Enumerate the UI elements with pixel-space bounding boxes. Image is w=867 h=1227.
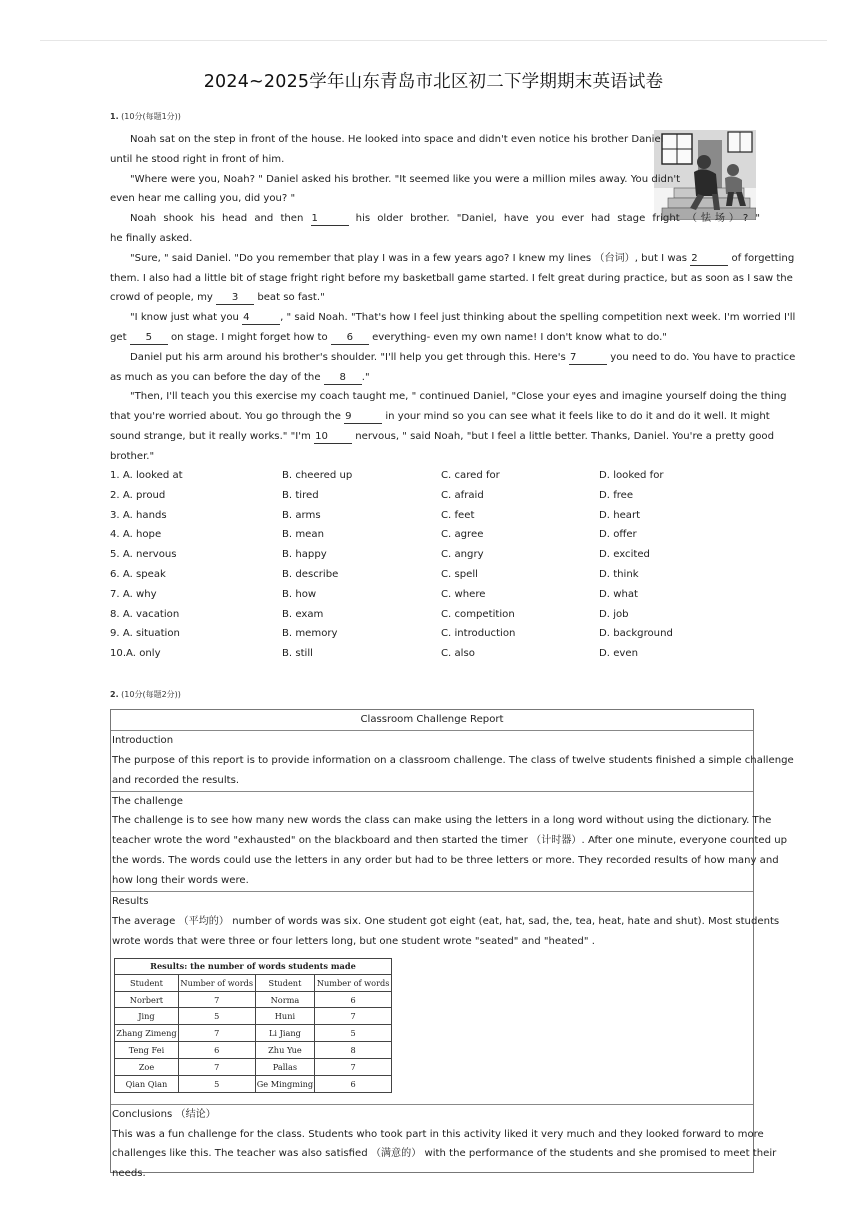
option-choice[interactable]: B. mean [282,529,324,541]
passage-line [110,209,760,229]
section-heading: Results [111,891,753,912]
table-cell: 7 [178,991,255,1008]
passage-line [110,447,760,467]
option-choice[interactable]: 3. A. hands [110,509,167,521]
option-row [110,624,760,644]
passage-text: his older brother. "Daniel, have you ever had stage fright （怯场）? " [348,213,760,225]
section-text: teacher wrote the word "exhausted" on the blackboard and then started the timer （计时器）. After one minute, everyone counted up [112,835,788,847]
passage-text: "Then, I'll teach you this exercise my coach taught me, " continued Daniel, "Close your eyes and imagine yourself doing the thing [130,391,787,403]
passage-text: he finally asked. [110,232,193,244]
option-choice[interactable]: D. offer [599,529,637,541]
passage-text: beat so fast." [254,292,325,304]
option-row [110,545,760,565]
option-choice[interactable]: C. spell [441,568,478,580]
option-choice[interactable]: D. heart [599,509,641,521]
option-choice[interactable]: 2. A. proud [110,489,166,501]
option-choice[interactable]: D. what [599,588,638,600]
table-cell: Jing [115,1008,179,1025]
option-row [110,585,760,605]
question-1-header [110,111,181,122]
blank-6: 6 [331,332,369,345]
section-text: and recorded the results. [112,774,240,786]
results-table [114,958,392,1093]
option-choice[interactable]: C. cared for [441,470,500,481]
option-row [110,525,760,545]
option-choice[interactable]: 4. A. hope [110,529,162,541]
option-choice[interactable]: D. even [599,648,638,660]
passage-line [110,427,774,447]
table-cell: 6 [178,1042,255,1059]
table-cell: Zhu Yue [255,1042,315,1059]
table-row [115,1042,392,1059]
table-cell: Huni [255,1008,315,1025]
table-cell: Qian Qian [115,1076,179,1093]
section-text: The average （平均的） number of words was six. One student got eight (eat, hat, sad, the, tea, heat, hate and shut). Most students [112,915,780,927]
table-cell: Norma [255,991,315,1008]
passage-text: even hear me calling you, did you? " [110,193,296,205]
table-cell: Zhang Zimeng [115,1025,179,1042]
table-row [115,1008,392,1025]
blank-7: 7 [569,352,607,365]
option-row [110,466,760,486]
passage-text: that you're worried about. You go through the [110,411,345,423]
passage-text: , " said Noah. "That's how I feel just thinking about the spelling competition next week. I'm worried I'll [280,312,796,324]
passage-text: ." [361,371,370,383]
blank-4: 4 [242,312,280,325]
option-choice[interactable]: 10.A. only [110,648,161,660]
passage-line [110,269,793,289]
report-title: Classroom Challenge Report [360,714,504,725]
passage-text: of forgetting [728,252,795,264]
option-row [110,644,760,664]
passage-text: brother." [110,450,155,462]
passage-text: "Sure, " said Daniel. "Do you remember that play I was in a few years ago? I knew my lines （台词）, but I was [130,252,691,264]
option-choice[interactable]: D. think [599,568,639,580]
option-choice[interactable]: B. arms [282,509,321,521]
passage-line [110,407,770,427]
section-text: the words. The words could use the letters in any order but had to be three letters or more. They recorded results of how many and [112,855,779,867]
option-choice[interactable]: B. how [282,588,317,600]
option-choice[interactable]: C. angry [441,549,484,561]
passage-text: until he stood right in front of him. [110,153,285,165]
passage-line [110,288,760,308]
option-choice[interactable]: 8. A. vacation [110,608,180,620]
table-header: Student [255,974,315,991]
option-choice[interactable]: D. background [599,628,673,640]
table-cell: 6 [315,991,392,1008]
passage-text: sound strange, but it really works." "I'm [110,430,315,442]
reading-passage [110,130,796,467]
option-choice[interactable]: D. excited [599,549,650,561]
table-cell: Teng Fei [115,1042,179,1059]
table-header-row [115,974,392,991]
section-text: how long their words were. [112,875,249,887]
option-choice[interactable]: B. memory [282,628,338,640]
option-row [110,565,760,585]
passage-line [110,189,645,209]
table-cell: Norbert [115,991,179,1008]
table-header: Number of words [315,974,392,991]
table-cell: 5 [178,1008,255,1025]
section-heading: Conclusions （结论） [111,1104,753,1125]
passage-text: them. I also had a little bit of stage fright right before my basketball game started. I felt great during practice, but as soon as I saw the [110,272,793,284]
table-cell: 6 [315,1076,392,1093]
passage-line [110,368,760,388]
section-heading: The challenge [111,791,753,812]
passage-text: as much as you can before the day of the [110,371,324,383]
option-choice[interactable]: C. competition [441,608,515,620]
table-row [115,991,392,1008]
section-text: This was a fun challenge for the class. Students who took part in this activity liked it very much and they looked forward to more [112,1128,764,1140]
section-heading: Introduction [111,730,753,751]
question-2-header [110,689,181,700]
passage-line [110,328,760,348]
passage-line [110,387,787,407]
table-header: Number of words [178,974,255,991]
question-2-score: (10分(每题2分)) [121,690,181,699]
passage-line [110,249,795,269]
option-choice[interactable]: 1. A. looked at [110,470,183,481]
passage-text: Noah shook his head and then [130,213,311,225]
exam-title: 2024~2025学年山东青岛市北区初二下学期期末英语试卷 [203,72,664,92]
option-choice[interactable]: 7. A. why [110,588,157,600]
option-row [110,605,760,625]
table-cell: 8 [315,1042,392,1059]
answer-options [110,466,760,664]
option-choice[interactable]: C. afraid [441,489,484,501]
section-text: needs. [112,1168,146,1180]
blank-3: 3 [216,292,254,305]
passage-line [110,308,796,328]
option-choice[interactable]: D. job [599,608,629,620]
passage-text: "Where were you, Noah? " Daniel asked his brother. "It seemed like you were a million miles away. You didn't [130,173,681,185]
table-row [115,1059,392,1076]
blank-5: 5 [130,332,168,345]
passage-line [110,150,645,170]
table-header: Student [115,974,179,991]
table-cell: 7 [315,1008,392,1025]
table-row [115,1025,392,1042]
passage-line [110,348,796,368]
results-table-title: Results: the number of words students made [114,958,392,974]
blank-8: 8 [324,372,362,385]
table-cell: 7 [178,1025,255,1042]
option-choice[interactable]: D. looked for [599,470,664,481]
table-cell: Zoe [115,1059,179,1076]
report-box [110,709,794,1180]
option-choice[interactable]: 5. A. nervous [110,549,177,561]
question-2-number: 2. [110,690,119,699]
option-choice[interactable]: B. still [282,648,313,660]
table-row [115,1076,392,1093]
passage-text: get [110,331,130,343]
option-choice[interactable]: D. free [599,489,634,501]
blank-2: 2 [690,253,728,266]
table-cell: 5 [178,1076,255,1093]
passage-text: crowd of people, my [110,292,217,304]
passage-line [110,130,664,150]
passage-text: in your mind so you can see what it feels like to do it and do it well. It might [382,411,770,423]
option-row [110,486,760,506]
passage-text: everything- even my own name! I don't know what to do." [368,331,667,343]
blank-1: 1 [311,213,349,226]
option-choice[interactable]: C. where [441,588,486,600]
table-cell: 7 [178,1059,255,1076]
option-choice[interactable]: B. exam [282,608,324,620]
passage-text: Daniel put his arm around his brother's shoulder. "I'll help you get through this. Here's [130,351,570,363]
passage-text: nervous, " said Noah, "but I feel a little better. Thanks, Daniel. You're a pretty good [352,430,774,442]
passage-text: you need to do. You have to practice [607,351,796,363]
table-cell: 7 [315,1059,392,1076]
option-choice[interactable]: B. tired [282,489,319,501]
option-choice[interactable]: C. also [441,648,475,660]
blank-10: 10 [314,431,352,444]
option-choice[interactable]: B. describe [282,568,339,580]
question-1-score: (10分(每题1分)) [121,112,181,121]
blank-9: 9 [344,411,382,424]
table-cell: Ge Mingming [255,1076,315,1093]
option-choice[interactable]: C. introduction [441,628,516,640]
passage-text: Noah sat on the step in front of the house. He looked into space and didn't even notice his brother Daniel [130,134,664,145]
section-text: The purpose of this report is to provide information on a classroom challenge. The class of twelve students finished a simple challenge [112,754,794,766]
page-top-rule [40,40,827,41]
question-1-number: 1. [110,112,119,121]
option-choice[interactable]: C. agree [441,529,484,541]
option-choice[interactable]: B. cheered up [282,470,353,481]
table-cell: Li Jiang [255,1025,315,1042]
section-text: The challenge is to see how many new words the class can make using the letters in a long word without using the dictionary. The [112,815,772,827]
section-text: wrote words that were three or four letters long, but one student wrote "seated" and "heated" . [112,935,595,947]
option-choice[interactable]: 6. A. speak [110,568,166,580]
table-cell: Pallas [255,1059,315,1076]
option-choice[interactable]: B. happy [282,549,327,561]
passage-line [110,170,681,190]
table-cell: 5 [315,1025,392,1042]
option-choice[interactable]: C. feet [441,509,475,521]
passage-text: "I know just what you [130,312,243,324]
results-table-wrap [111,952,753,1104]
passage-line [110,229,760,249]
option-choice[interactable]: 9. A. situation [110,628,180,640]
section-text: challenges like this. The teacher was also satisfied （满意的） with the performance of the students and she promised to meet their [112,1148,777,1160]
passage-text: on stage. I might forget how to [167,331,331,343]
option-row [110,506,760,526]
